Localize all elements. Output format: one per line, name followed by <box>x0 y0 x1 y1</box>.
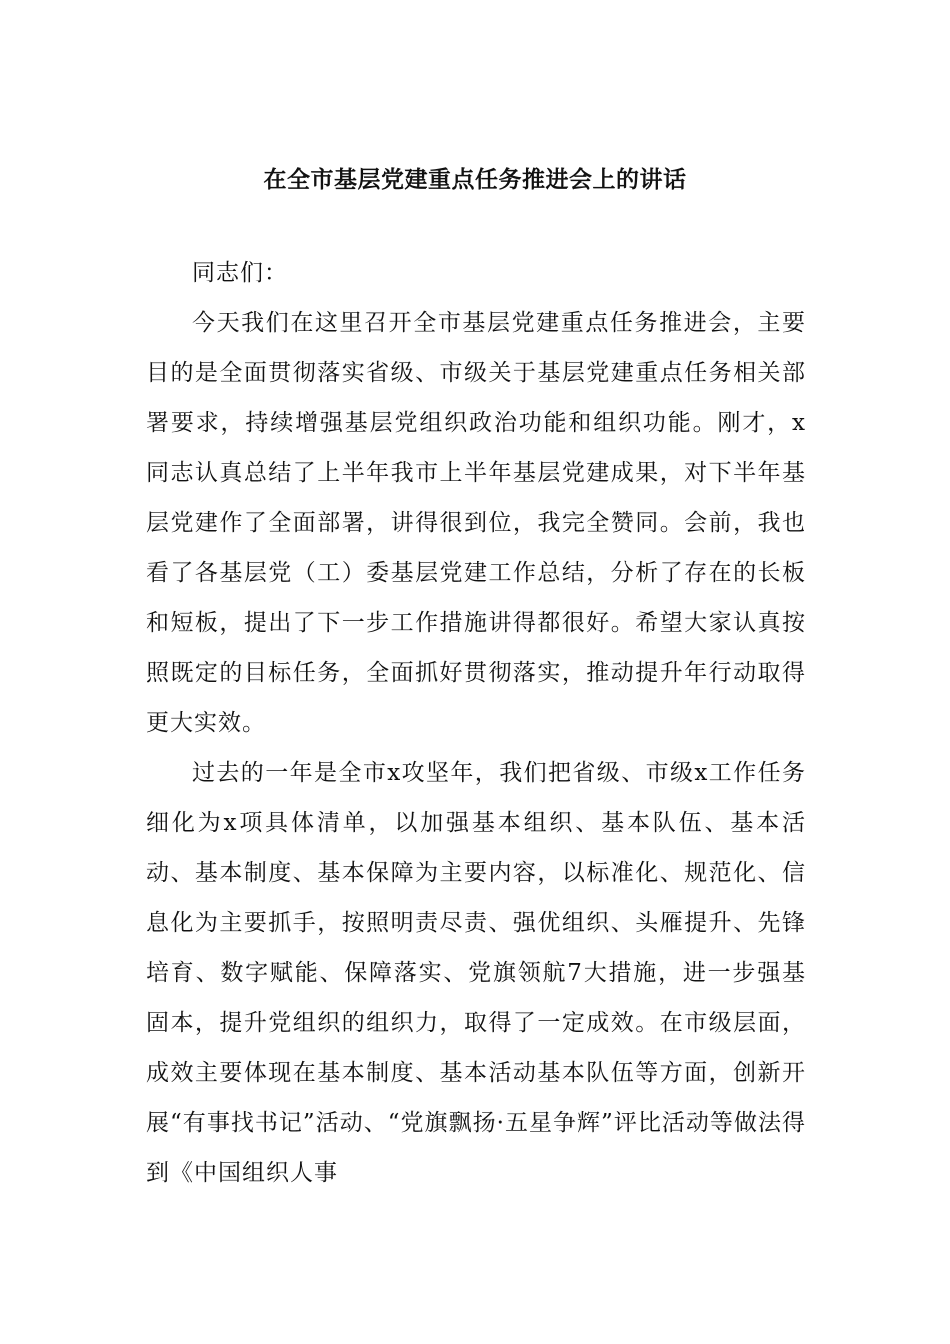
salutation-paragraph: 同志们： <box>192 260 288 286</box>
body-paragraph: 今天我们在这里召开全市基层党建重点任务推进会，主要目的是全面贯彻落实省级、市级关于基层党建重点任务相关部署要求，持续增强基层党组织政治功能和组织功能。刚才，x同志认真总结了上半年我市上半年基层党建成果，对下半年基层党建作了全面部署，讲得很到位，我完全赞同。会前，我也看了各基层党（工）委基层党建工作总结，分析了存在的长板和短板，提出了下一步工作措施讲得都很好。希望大家认真按照既定的目标任务，全面抓好贯彻落实，推动提升年行动取得更大实效。 <box>146 310 806 736</box>
body-paragraph: 过去的一年是全市x攻坚年，我们把省级、市级x工作任务细化为x项具体清单，以加强基本组织、基本队伍、基本活动、基本制度、基本保障为主要内容，以标准化、规范化、信息化为主要抓手，按照明责尽责、强优组织、头雁提升、先锋培育、数字赋能、保障落实、党旗领航7大措施，进一步强基固本，提升党组织的组织力，取得了一定成效。在市级层面，成效主要体现在基本制度、基本活动基本队伍等方面，创新开展“有事找书记”活动、“党旗飘扬·五星争辉”评比活动等做法得到《中国组织人事 <box>146 760 806 1186</box>
document-body <box>146 248 806 1198</box>
document-title: 在全市基层党建重点任务推进会上的讲话 <box>263 166 687 193</box>
